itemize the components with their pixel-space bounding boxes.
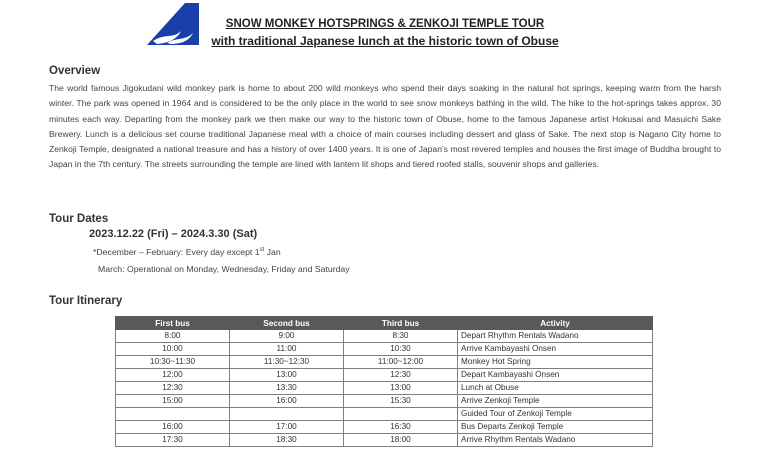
- table-cell: Depart Rhythm Rentals Wadano: [458, 330, 653, 343]
- page-title: SNOW MONKEY HOTSPRINGS & ZENKOJI TEMPLE TOUR: [225, 18, 545, 30]
- table-cell: 11:00: [230, 343, 344, 356]
- table-cell: 13:00: [230, 369, 344, 382]
- table-row: [116, 395, 653, 408]
- table-cell: 16:00: [116, 421, 230, 434]
- table-cell: 15:30: [344, 395, 458, 408]
- note-winter-suffix: Jan: [264, 247, 281, 257]
- table-cell: Arrive Rhythm Rentals Wadano: [458, 434, 653, 447]
- table-cell: 12:00: [116, 369, 230, 382]
- table-cell: 16:00: [230, 395, 344, 408]
- table-cell: Bus Departs Zenkoji Temple: [458, 421, 653, 434]
- table-cell: 12:30: [344, 369, 458, 382]
- table-row: [116, 356, 653, 369]
- note-winter-prefix: *December – February: Every day except 1: [93, 247, 260, 257]
- table-cell: Lunch at Obuse: [458, 382, 653, 395]
- table-cell: Arrive Kambayashi Onsen: [458, 343, 653, 356]
- column-header: Second bus: [230, 317, 344, 330]
- itinerary-table: [115, 316, 653, 447]
- mountain-logo-icon: [147, 3, 199, 45]
- note-winter-sup: st: [259, 247, 265, 254]
- page-subtitle: with traditional Japanese lunch at the historic town of Obuse: [211, 34, 559, 48]
- table-row: [116, 369, 653, 382]
- overview-text: The world famous Jigokudani wild monkey park is home to about 200 wild monkeys who spend their days soaking in the natural hot springs, keeping warm from the harsh winter. The park was opened in 1964 and is considered to be the only place in the world to see snow monkeys bathing in the wild. The hike to the hot-springs takes approx. 30 minutes each way. Departing from the monkey park we then make our way to the historic town of Obuse, home to the famous Japanese artist Hokusai and Masuichi Sake Brewery. Lunch is a delicious set course traditional Japanese meal with a choice of main courses including dessert and glass of Sake. The next stop is Nagano City home to Zenkoji Temple, designated a national treasure and has a history of over 1400 years. It is one of Japan's most revered temples and houses the first image of Buddha brought to Japan in the 7th century. The streets surrounding the temple are lined with lantern lit shops and tiered roofed stalls, souvenir shops and galleries.: [49, 83, 721, 170]
- table-cell: 18:30: [230, 434, 344, 447]
- overview-heading: Overview: [49, 65, 101, 77]
- table-cell: 10:30~11:30: [116, 356, 230, 369]
- table-cell: 13:00: [344, 382, 458, 395]
- table-cell: 11:30~12:30: [230, 356, 344, 369]
- table-row: [116, 434, 653, 447]
- table-cell: 17:30: [116, 434, 230, 447]
- table-cell: 17:00: [230, 421, 344, 434]
- table-row: [116, 382, 653, 395]
- table-cell: [344, 408, 458, 421]
- table-cell: 8:00: [116, 330, 230, 343]
- table-cell: 8:30: [344, 330, 458, 343]
- table-cell: Arrive Zenkoji Temple: [458, 395, 653, 408]
- table-cell: 16:30: [344, 421, 458, 434]
- table-cell: 12:30: [116, 382, 230, 395]
- table-row: [116, 408, 653, 421]
- table-cell: 10:00: [116, 343, 230, 356]
- table-row: [116, 343, 653, 356]
- tour-dates-note-winter: [93, 247, 281, 257]
- table-cell: 13:30: [230, 382, 344, 395]
- table-cell: Depart Kambayashi Onsen: [458, 369, 653, 382]
- title-block: [200, 16, 570, 50]
- table-cell: Monkey Hot Spring: [458, 356, 653, 369]
- table-cell: Guided Tour of Zenkoji Temple: [458, 408, 653, 421]
- table-header-row: [116, 317, 653, 330]
- tour-dates-heading: Tour Dates: [49, 213, 109, 225]
- column-header: Activity: [458, 317, 653, 330]
- table-cell: 10:30: [344, 343, 458, 356]
- table-cell: 11:00~12:00: [344, 356, 458, 369]
- table-cell: [230, 408, 344, 421]
- table-cell: [116, 408, 230, 421]
- tour-dates-note-march: March: Operational on Monday, Wednesday, Friday and Saturday: [98, 264, 350, 274]
- column-header: Third bus: [344, 317, 458, 330]
- table-row: [116, 330, 653, 343]
- table-cell: 9:00: [230, 330, 344, 343]
- table-row: [116, 421, 653, 434]
- itinerary-heading: Tour Itinerary: [49, 295, 123, 307]
- table-cell: 15:00: [116, 395, 230, 408]
- tour-date-range: 2023.12.22 (Fri) – 2024.3.30 (Sat): [89, 228, 258, 240]
- table-cell: 18:00: [344, 434, 458, 447]
- column-header: First bus: [116, 317, 230, 330]
